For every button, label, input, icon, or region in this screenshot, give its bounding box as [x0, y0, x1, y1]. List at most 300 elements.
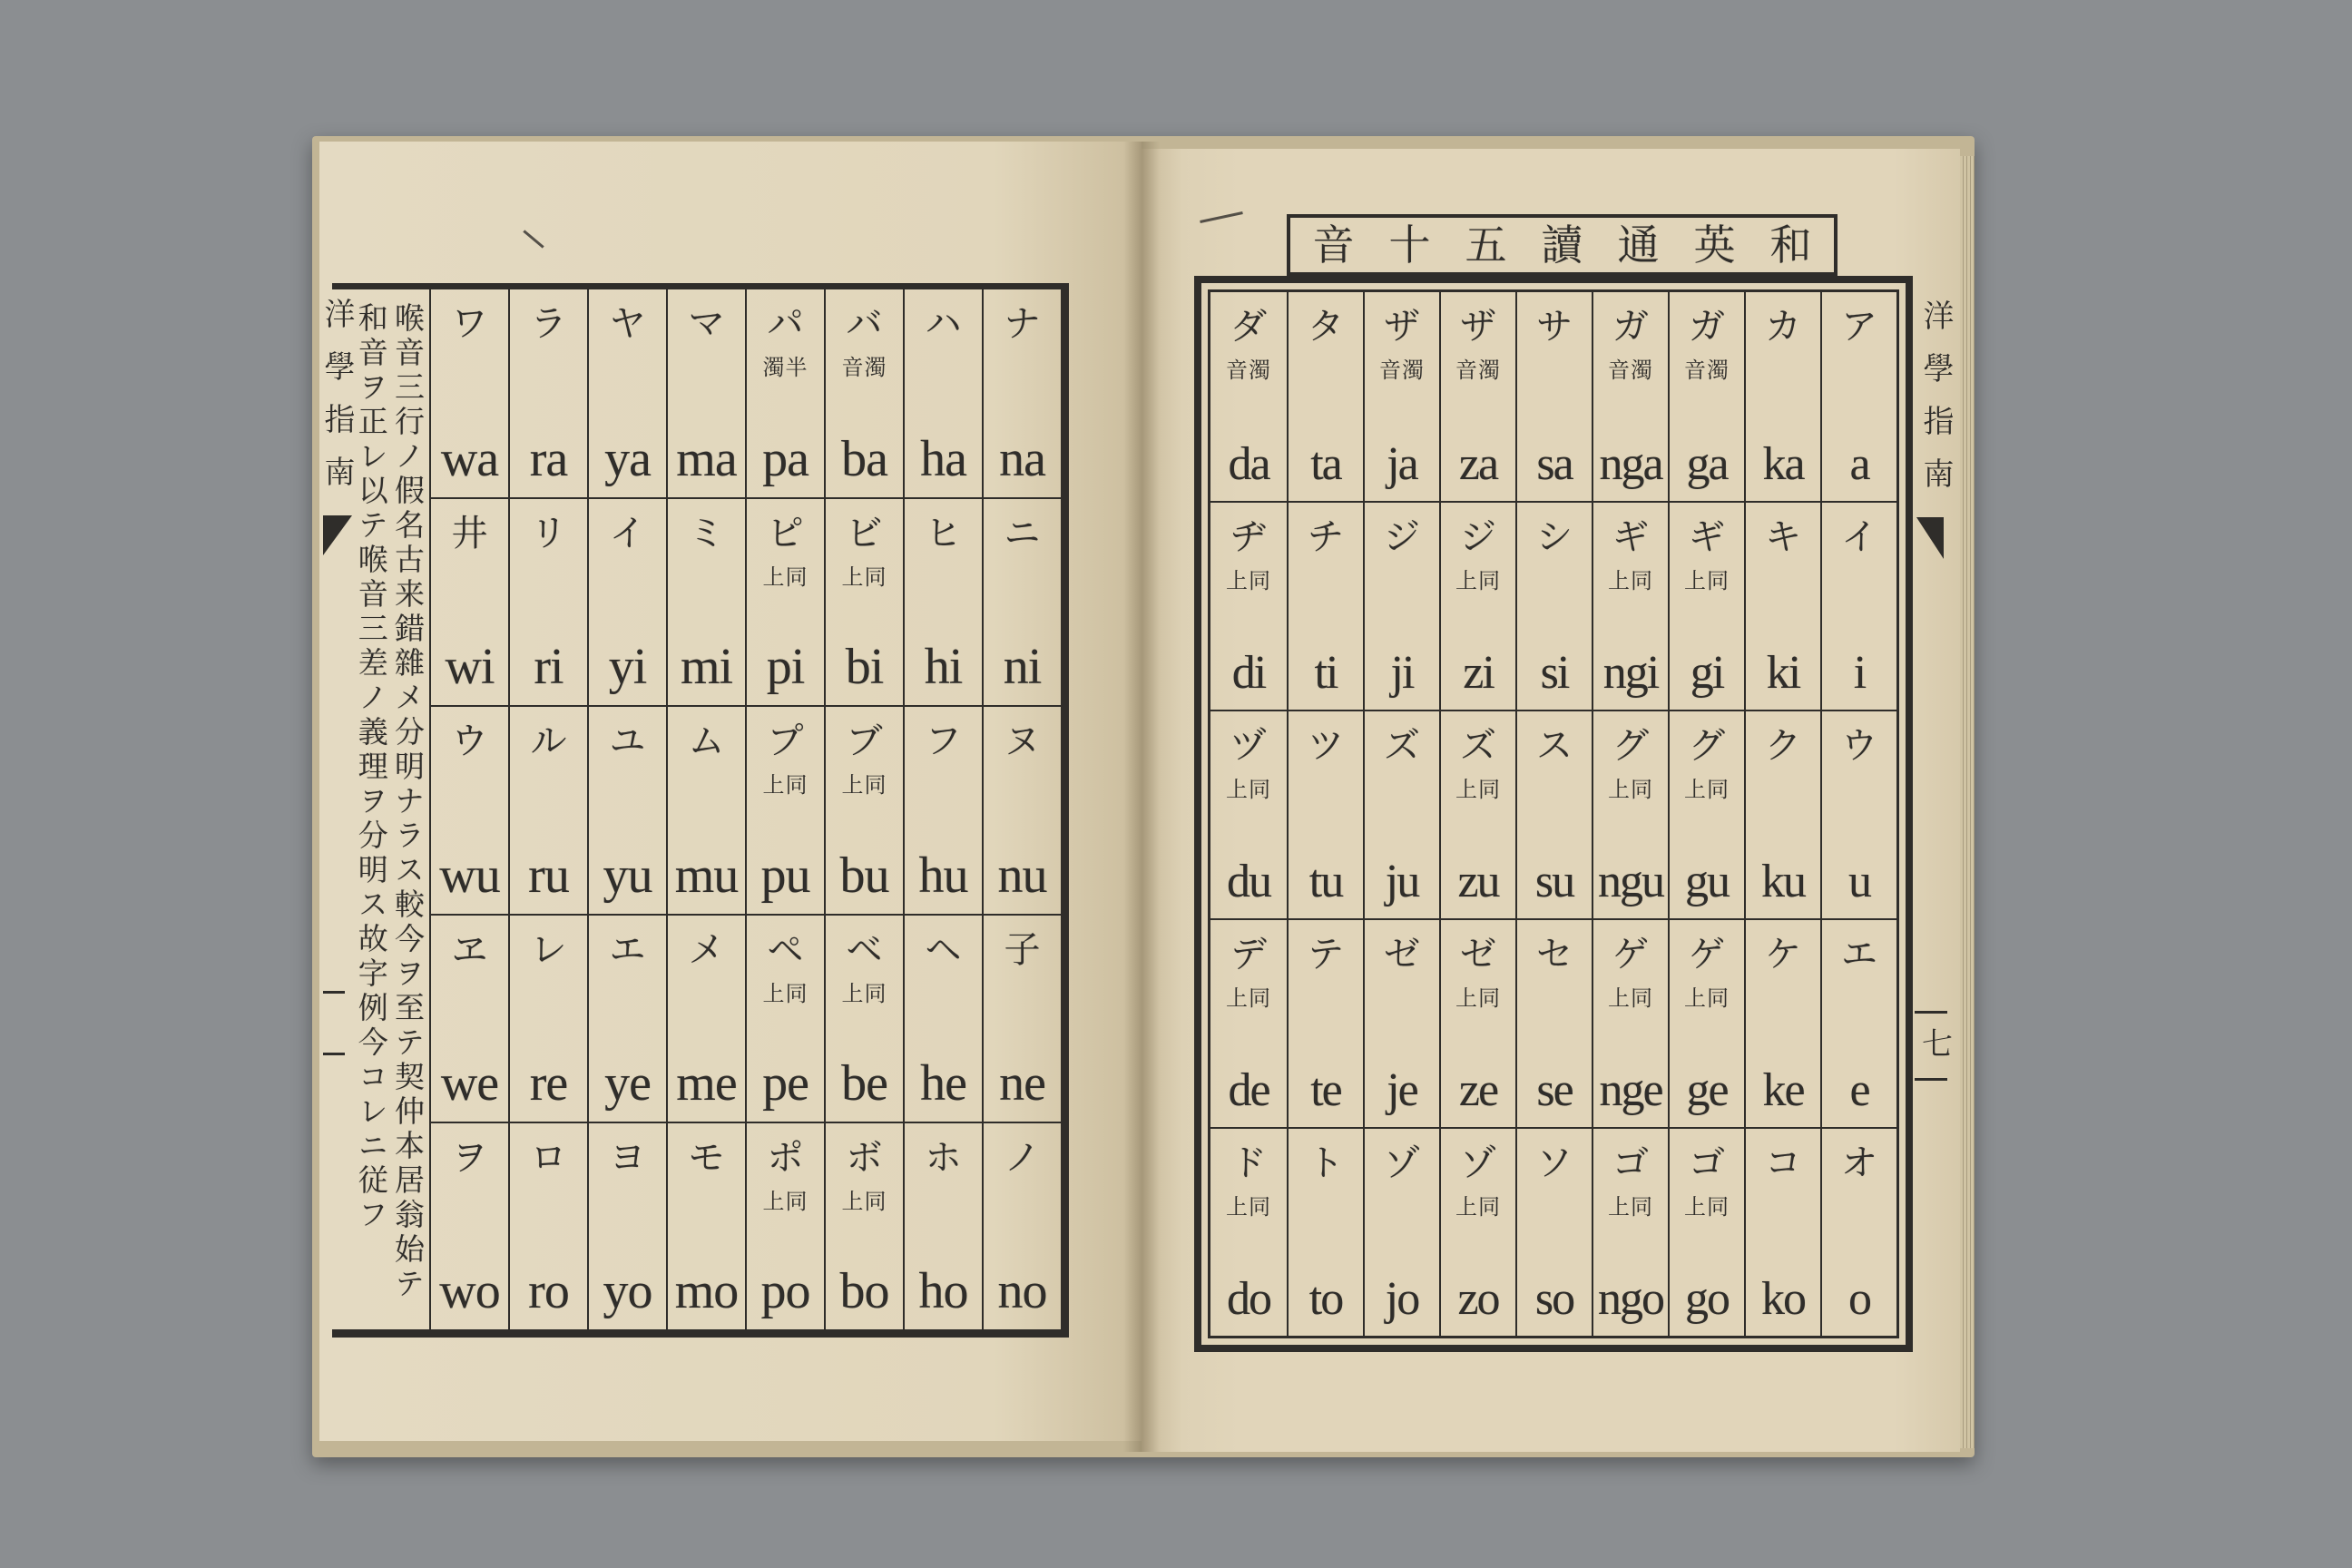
kana-glyph: ポ: [767, 1136, 804, 1179]
kana-glyph: シ: [1536, 516, 1573, 558]
kana-glyph: ト: [1308, 1142, 1344, 1184]
kana-glyph: セ: [1536, 934, 1573, 975]
kana-glyph: イ: [1841, 516, 1877, 558]
page-title: 音十五讀通英和: [1312, 220, 1847, 270]
romaji-label: du: [1227, 856, 1270, 907]
kana-cell: [1592, 1127, 1668, 1336]
kana-cell: [903, 705, 982, 913]
kana-glyph: ウ: [451, 720, 488, 763]
reading-note: 上同: [1455, 568, 1501, 593]
reading-note: 上同: [1226, 985, 1271, 1011]
kana-glyph: ザ: [1460, 306, 1496, 348]
kana-cell: [1820, 710, 1896, 918]
kana-glyph: ゴ: [1612, 1142, 1649, 1184]
kana-cell: [903, 289, 982, 497]
romaji-label: ke: [1762, 1064, 1804, 1116]
reading-note: 上同: [1608, 1194, 1653, 1220]
reading-note: 上同: [1226, 568, 1271, 593]
romaji-label: ra: [529, 431, 568, 488]
kana-cell: [429, 289, 508, 497]
kana-cell: [1515, 501, 1592, 710]
kana-glyph: ガ: [1612, 306, 1649, 348]
reading-note: 上同: [841, 1188, 887, 1214]
kana-cell: [1592, 918, 1668, 1127]
kana-glyph: ゾ: [1384, 1142, 1420, 1184]
kana-cell: [1210, 918, 1287, 1127]
kana-cell: [1439, 292, 1515, 501]
kana-cell: [1287, 918, 1363, 1127]
right-edge-label: 洋學指南: [1917, 299, 1954, 510]
kana-cell: [1439, 501, 1515, 710]
kana-glyph: ア: [1841, 306, 1877, 348]
kana-glyph: グ: [1612, 725, 1649, 767]
kana-cell: [587, 289, 666, 497]
romaji-label: bo: [839, 1262, 889, 1319]
kana-cell: [666, 1122, 745, 1329]
kana-glyph: ホ: [925, 1136, 962, 1179]
kana-glyph: プ: [767, 720, 804, 763]
kana-cell: [982, 914, 1061, 1122]
kana-glyph: グ: [1689, 725, 1725, 767]
kana-glyph: ワ: [451, 303, 488, 345]
kana-cell: [1744, 710, 1820, 918]
kana-glyph: ビ: [846, 513, 883, 555]
romaji-label: i: [1853, 647, 1866, 699]
romaji-label: na: [999, 431, 1045, 488]
kana-cell: [824, 914, 903, 1122]
reading-note: 上同: [841, 980, 887, 1006]
kana-glyph: エ: [1841, 934, 1877, 975]
kana-cell: [745, 289, 824, 497]
romaji-label: ki: [1766, 647, 1800, 699]
reading-note: 上同: [1455, 777, 1501, 802]
reading-note: 上同: [841, 564, 887, 591]
kana-cell: [1668, 710, 1744, 918]
kana-glyph: キ: [1765, 516, 1801, 558]
kana-glyph: ダ: [1230, 306, 1267, 348]
kana-glyph: ヅ: [1230, 725, 1267, 767]
kana-glyph: ヨ: [609, 1136, 646, 1179]
romaji-label: ju: [1385, 856, 1419, 907]
kana-glyph: デ: [1230, 934, 1267, 975]
kana-cell: [1287, 292, 1363, 501]
romaji-label: ru: [528, 847, 569, 904]
title-box: [1287, 214, 1847, 276]
romaji-label: wi: [445, 639, 495, 696]
romaji-label: re: [529, 1054, 568, 1112]
kana-glyph: ゾ: [1460, 1142, 1496, 1184]
kana-glyph: モ: [688, 1136, 725, 1179]
kana-cell: [1592, 710, 1668, 918]
romaji-label: a: [1849, 438, 1869, 490]
romaji-label: ba: [841, 431, 887, 488]
romaji-label: we: [440, 1054, 499, 1112]
kana-cell: [508, 705, 587, 913]
kana-cell: [824, 289, 903, 497]
kana-glyph: ヱ: [451, 928, 488, 971]
kana-cell: [982, 1122, 1061, 1329]
kana-glyph: ゼ: [1460, 934, 1496, 975]
romaji-label: mo: [674, 1262, 739, 1319]
reading-note: 上同: [1684, 777, 1730, 802]
kana-glyph: 子: [1004, 928, 1041, 971]
romaji-label: pa: [762, 431, 808, 488]
kana-glyph: ミ: [688, 513, 725, 555]
romaji-label: nga: [1599, 438, 1662, 490]
kana-cell: [1210, 292, 1287, 501]
kana-glyph: ゴ: [1689, 1142, 1725, 1184]
romaji-label: su: [1534, 856, 1574, 907]
romaji-label: wa: [440, 431, 499, 488]
romaji-label: ri: [534, 639, 564, 696]
romaji-label: nge: [1599, 1064, 1662, 1116]
kana-glyph: チ: [1308, 516, 1344, 558]
kana-cell: [824, 497, 903, 705]
romaji-label: di: [1231, 647, 1266, 699]
romaji-label: pi: [766, 639, 805, 696]
romaji-label: zo: [1457, 1273, 1499, 1325]
kana-glyph: カ: [1765, 306, 1801, 348]
reading-note: 音濁: [1684, 358, 1730, 383]
romaji-label: se: [1536, 1064, 1573, 1116]
kana-glyph: ゼ: [1384, 934, 1420, 975]
kana-glyph: ヒ: [925, 513, 962, 555]
edge-tick: [1915, 1078, 1947, 1081]
kana-glyph: ロ: [530, 1136, 567, 1179]
kana-cell: [429, 705, 508, 913]
romaji-label: ja: [1387, 438, 1417, 490]
romaji-label: ye: [604, 1054, 651, 1112]
kana-glyph: ユ: [609, 720, 646, 763]
kana-cell: [1592, 501, 1668, 710]
reading-note: 上同: [1684, 1194, 1730, 1220]
kana-cell: [587, 705, 666, 913]
kana-glyph: ケ: [1765, 934, 1801, 975]
kana-glyph: ズ: [1460, 725, 1496, 767]
spine-gutter: [1123, 142, 1160, 1452]
kana-glyph: ジ: [1460, 516, 1496, 558]
kana-cell: [982, 705, 1061, 913]
kana-cell: [1210, 710, 1287, 918]
romaji-label: wu: [439, 847, 500, 904]
reading-note: 音濁: [1455, 358, 1501, 383]
kana-glyph: ザ: [1384, 306, 1420, 348]
romaji-label: ni: [1003, 639, 1042, 696]
romaji-label: yi: [608, 639, 647, 696]
reading-note: 上同: [841, 772, 887, 799]
kana-glyph: タ: [1308, 306, 1344, 348]
romaji-label: zi: [1463, 647, 1494, 699]
kana-cell: [1210, 1127, 1287, 1336]
kana-cell: [1363, 1127, 1439, 1336]
kana-glyph: コ: [1765, 1142, 1801, 1184]
kana-cell: [1592, 292, 1668, 501]
kana-cell: [903, 914, 982, 1122]
kana-glyph: ガ: [1689, 306, 1725, 348]
fold-marker-icon: [1916, 517, 1944, 559]
romaji-label: ge: [1686, 1064, 1728, 1116]
romaji-label: do: [1227, 1273, 1270, 1325]
romaji-label: ngo: [1598, 1273, 1663, 1325]
romaji-label: ya: [604, 431, 651, 488]
kana-glyph: ボ: [846, 1136, 883, 1179]
kana-cell: [1363, 918, 1439, 1127]
romaji-label: wo: [439, 1262, 500, 1319]
kana-cell: [1668, 918, 1744, 1127]
kana-cell: [1820, 1127, 1896, 1336]
romaji-label: ku: [1761, 856, 1805, 907]
romaji-label: no: [997, 1262, 1047, 1319]
romaji-label: go: [1685, 1273, 1729, 1325]
kana-glyph: ヲ: [451, 1136, 488, 1179]
kana-cell: [824, 705, 903, 913]
reading-note: 上同: [1226, 777, 1271, 802]
side-note-column: 喉音三行ノ假名古来錯雜メ分明ナラス較今ヲ至テ契仲本居翁始テ: [390, 302, 426, 1302]
kana-glyph: レ: [530, 928, 567, 971]
kana-cell: [587, 914, 666, 1122]
kana-glyph: ペ: [767, 928, 804, 971]
table-side-note: [332, 289, 429, 1329]
reading-note: 上同: [1608, 568, 1653, 593]
romaji-label: he: [920, 1054, 966, 1112]
kana-glyph: ギ: [1612, 516, 1649, 558]
kana-cell: [666, 289, 745, 497]
kana-cell: [1744, 292, 1820, 501]
romaji-label: te: [1310, 1064, 1341, 1116]
kana-glyph: ニ: [1004, 513, 1041, 555]
romaji-label: ta: [1310, 438, 1341, 490]
kana-glyph: ム: [688, 720, 725, 763]
kana-glyph: ノ: [1004, 1136, 1041, 1179]
romaji-label: pu: [760, 847, 810, 904]
kana-cell: [508, 289, 587, 497]
romaji-label: bi: [845, 639, 884, 696]
romaji-label: hu: [918, 847, 968, 904]
kana-glyph: マ: [688, 303, 725, 345]
kana-glyph: 井: [451, 513, 488, 555]
romaji-label: ji: [1390, 647, 1414, 699]
kana-glyph: ソ: [1536, 1142, 1573, 1184]
kana-cell: [903, 1122, 982, 1329]
kana-glyph: ピ: [767, 513, 804, 555]
kana-glyph: ブ: [846, 720, 883, 763]
romaji-label: o: [1848, 1273, 1870, 1325]
kana-glyph: ズ: [1384, 725, 1420, 767]
kana-cell: [1439, 1127, 1515, 1336]
kana-cell: [1515, 292, 1592, 501]
kana-glyph: ク: [1765, 725, 1801, 767]
reading-note: 上同: [1684, 985, 1730, 1011]
romaji-label: tu: [1308, 856, 1343, 907]
kana-glyph: ヌ: [1004, 720, 1041, 763]
side-note-column: 和音ヲ正レ以テ喉音三差ノ義理ヲ分明ス故字例今コレニ従フ: [353, 302, 389, 1233]
romaji-label: mu: [674, 847, 739, 904]
reading-note: 上同: [1608, 985, 1653, 1011]
romaji-label: be: [841, 1054, 887, 1112]
kana-cell: [982, 497, 1061, 705]
kana-cell: [745, 914, 824, 1122]
edge-tick: [1915, 1011, 1947, 1014]
kana-cell: [666, 705, 745, 913]
left-kana-table: [332, 283, 1069, 1338]
kana-glyph: ジ: [1384, 516, 1420, 558]
romaji-label: zu: [1457, 856, 1499, 907]
romaji-label: sa: [1536, 438, 1573, 490]
kana-glyph: ゲ: [1689, 934, 1725, 975]
kana-cell: [1744, 1127, 1820, 1336]
kana-cell: [429, 497, 508, 705]
kana-cell: [666, 914, 745, 1122]
kana-cell: [745, 1122, 824, 1329]
reading-note: 上同: [762, 772, 808, 799]
kana-cell: [1744, 501, 1820, 710]
kana-cell: [1515, 1127, 1592, 1336]
kana-glyph: ギ: [1689, 516, 1725, 558]
kana-glyph: ハ: [925, 303, 962, 345]
kana-cell: [1287, 1127, 1363, 1336]
romaji-label: yu: [603, 847, 652, 904]
kana-cell: [587, 1122, 666, 1329]
kana-glyph: メ: [688, 928, 725, 971]
romaji-label: de: [1228, 1064, 1269, 1116]
romaji-label: ngu: [1598, 856, 1663, 907]
kana-cell: [1439, 710, 1515, 918]
kana-cell: [1363, 501, 1439, 710]
reading-note: 上同: [762, 1188, 808, 1214]
reading-note: 上同: [1455, 1194, 1501, 1220]
kana-glyph: バ: [846, 303, 883, 345]
page-stack-edge: [1960, 156, 1975, 1448]
reading-note: 上同: [1684, 568, 1730, 593]
kana-cell: [745, 497, 824, 705]
kana-cell: [1515, 710, 1592, 918]
kana-glyph: イ: [609, 513, 646, 555]
kana-cell: [1287, 501, 1363, 710]
page-number: 七: [1922, 1026, 1953, 1063]
kana-glyph: オ: [1841, 1142, 1877, 1184]
kana-glyph: ル: [530, 720, 567, 763]
kana-glyph: ベ: [846, 928, 883, 971]
left-edge-label: 洋學指南: [318, 298, 355, 508]
kana-glyph: フ: [925, 720, 962, 763]
reading-note: 音濁: [841, 355, 887, 380]
kana-glyph: ナ: [1004, 303, 1041, 345]
kana-cell: [429, 1122, 508, 1329]
romaji-label: to: [1308, 1273, 1343, 1325]
kana-cell: [508, 497, 587, 705]
romaji-label: po: [760, 1262, 810, 1319]
romaji-label: ko: [1761, 1273, 1805, 1325]
kana-glyph: ヘ: [925, 928, 962, 971]
kana-cell: [1820, 501, 1896, 710]
kana-glyph: エ: [609, 928, 646, 971]
kana-glyph: パ: [767, 303, 804, 345]
romaji-label: ngi: [1602, 647, 1659, 699]
romaji-label: ti: [1314, 647, 1338, 699]
romaji-label: me: [676, 1054, 737, 1112]
kana-cell: [745, 705, 824, 913]
kana-cell: [1744, 918, 1820, 1127]
kana-cell: [429, 914, 508, 1122]
reading-note: 音濁: [1608, 358, 1653, 383]
kana-glyph: ド: [1230, 1142, 1267, 1184]
romaji-label: je: [1387, 1064, 1417, 1116]
romaji-label: so: [1534, 1273, 1574, 1325]
kana-cell: [1515, 918, 1592, 1127]
kana-cell: [1287, 710, 1363, 918]
kana-glyph: ウ: [1841, 725, 1877, 767]
romaji-label: gu: [1685, 856, 1729, 907]
right-kana-table: [1208, 289, 1899, 1338]
kana-cell: [508, 914, 587, 1122]
kana-cell: [1439, 918, 1515, 1127]
kana-glyph: テ: [1308, 934, 1344, 975]
kana-cell: [1363, 292, 1439, 501]
romaji-label: ma: [676, 431, 737, 488]
kana-cell: [903, 497, 982, 705]
reading-note: 音濁: [1379, 358, 1425, 383]
kana-cell: [587, 497, 666, 705]
reading-note: 上同: [762, 980, 808, 1006]
kana-glyph: ツ: [1308, 725, 1344, 767]
kana-glyph: リ: [530, 513, 567, 555]
kana-cell: [1363, 710, 1439, 918]
kana-cell: [1668, 1127, 1744, 1336]
reading-note: 音濁: [1226, 358, 1271, 383]
romaji-label: ka: [1762, 438, 1804, 490]
kana-glyph: ラ: [530, 303, 567, 345]
kana-cell: [824, 1122, 903, 1329]
kana-cell: [666, 497, 745, 705]
kana-cell: [1668, 501, 1744, 710]
romaji-label: ga: [1686, 438, 1728, 490]
kana-glyph: ス: [1536, 725, 1573, 767]
romaji-label: si: [1540, 647, 1569, 699]
right-table-frame: [1194, 276, 1913, 1352]
romaji-label: jo: [1385, 1273, 1419, 1325]
romaji-label: ha: [920, 431, 966, 488]
kana-glyph: ヤ: [609, 303, 646, 345]
romaji-label: mi: [680, 639, 733, 696]
kana-cell: [1820, 918, 1896, 1127]
romaji-label: hi: [924, 639, 963, 696]
kana-cell: [1668, 292, 1744, 501]
kana-glyph: サ: [1536, 306, 1573, 348]
romaji-label: da: [1228, 438, 1269, 490]
romaji-label: u: [1848, 856, 1870, 907]
kana-glyph: ヂ: [1230, 516, 1267, 558]
romaji-label: za: [1458, 438, 1498, 490]
romaji-label: yo: [603, 1262, 652, 1319]
reading-note: 濁半: [762, 355, 808, 380]
romaji-label: pe: [762, 1054, 808, 1112]
romaji-label: ze: [1458, 1064, 1498, 1116]
romaji-label: ro: [528, 1262, 569, 1319]
kana-cell: [1210, 501, 1287, 710]
romaji-label: bu: [839, 847, 889, 904]
kana-cell: [1820, 292, 1896, 501]
kana-cell: [508, 1122, 587, 1329]
kana-glyph: ゲ: [1612, 934, 1649, 975]
reading-note: 上同: [762, 564, 808, 591]
reading-note: 上同: [1455, 985, 1501, 1011]
romaji-label: ne: [999, 1054, 1045, 1112]
romaji-label: ho: [918, 1262, 968, 1319]
reading-note: 上同: [1226, 1194, 1271, 1220]
romaji-label: gi: [1690, 647, 1724, 699]
reading-note: 上同: [1608, 777, 1653, 802]
kana-cell: [982, 289, 1061, 497]
